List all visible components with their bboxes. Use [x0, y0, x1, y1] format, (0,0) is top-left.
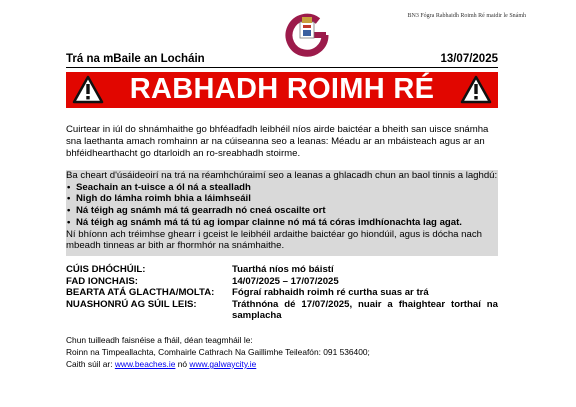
contact-prefix: Caith súil ar:	[66, 359, 115, 369]
notice-date: 13/07/2025	[440, 53, 498, 65]
warning-triangle-icon	[460, 75, 492, 104]
advice-item: • Nigh do lámha roimh bhia a láimhseáil	[66, 193, 498, 205]
beaches-link[interactable]: www.beaches.ie	[114, 359, 176, 369]
warning-banner	[66, 72, 498, 108]
advice-intro: Ba cheart d'úsáideoirí na trá na réamhchúraimí seo a leanas a ghlacadh chun an baol tinnis a laghdú:	[66, 170, 498, 181]
contact-info	[66, 334, 498, 370]
details-row	[66, 299, 498, 322]
detail-value: Tuarthá níos mó báistí	[232, 264, 334, 275]
detail-value: Tráthnóna dé 17/07/2025, nuair a fhaightear torthaí na samplacha	[232, 298, 498, 321]
advice-list	[66, 182, 498, 229]
details-row	[66, 287, 498, 299]
intro-paragraph: Cuirtear in iúl do shnámhaithe go bhféadfadh leibhéil níos airde baictéar a bheith san uisce snámha sna laethanta amach romhainn ar na cúiseanna seo a leanas: Méadu ar an mbáisteach agus ar an bhféidhearthacht go dtarloidh an ro-sreabhadh stoirme.	[66, 124, 489, 159]
details-row	[66, 264, 498, 276]
advice-note: Ní bhíonn ach tréimhse ghearr i gceist le leibhéil ardaithe baictéar go hiondúil, agus is dócha nach mbeadh tinneas ar bith ar fhormhór na snámhaithe.	[66, 228, 482, 252]
contact-line: Roinn na Timpeallachta, Comhairle Cathrach Na Gaillimhe Teileafón: 091 536400;	[66, 347, 370, 357]
galwaycity-link[interactable]: www.galwaycity.ie	[189, 359, 257, 369]
contact-line: Chun tuilleadh faisnéise a fháil, déan teagmháil le:	[66, 335, 253, 345]
contact-conjunction: nó	[175, 359, 190, 369]
beach-name: Trá na mBaile an Locháin	[66, 53, 205, 65]
header-row	[66, 51, 498, 68]
detail-label: NUASHONRÚ AG SÚIL LEIS:	[66, 298, 197, 310]
advice-box	[66, 170, 498, 256]
detail-value: 14/07/2025 – 17/07/2025	[232, 275, 339, 287]
contact-links-line	[66, 358, 498, 370]
detail-label: BEARTA ATÁ GLACTHA/MOLTA:	[66, 287, 215, 298]
detail-label: FAD IONCHAIS:	[66, 275, 138, 287]
advice-item: • Seachain an t-uisce a ól ná a stealladh	[66, 182, 498, 194]
banner-title: RABHADH ROIMH RÉ	[129, 73, 435, 105]
details-table	[66, 264, 498, 322]
detail-value: Fógraí rabhaidh roimh ré curtha suas ar trá	[232, 287, 429, 298]
details-row	[66, 276, 498, 288]
detail-label: CÚIS DHÓCHÚIL:	[66, 264, 146, 275]
document-code: BN3 Fógra Rabhaidh Roimh Ré maidir le Snámh	[407, 13, 526, 19]
advice-item: • Ná téigh ag snámh má tá gearradh nó cneá oscailte ort	[66, 205, 498, 217]
advice-item: • Ná téigh ag snámh má tá tú ag iompar clainne nó má tá córas imdhíonachta lag agat.	[66, 217, 498, 229]
